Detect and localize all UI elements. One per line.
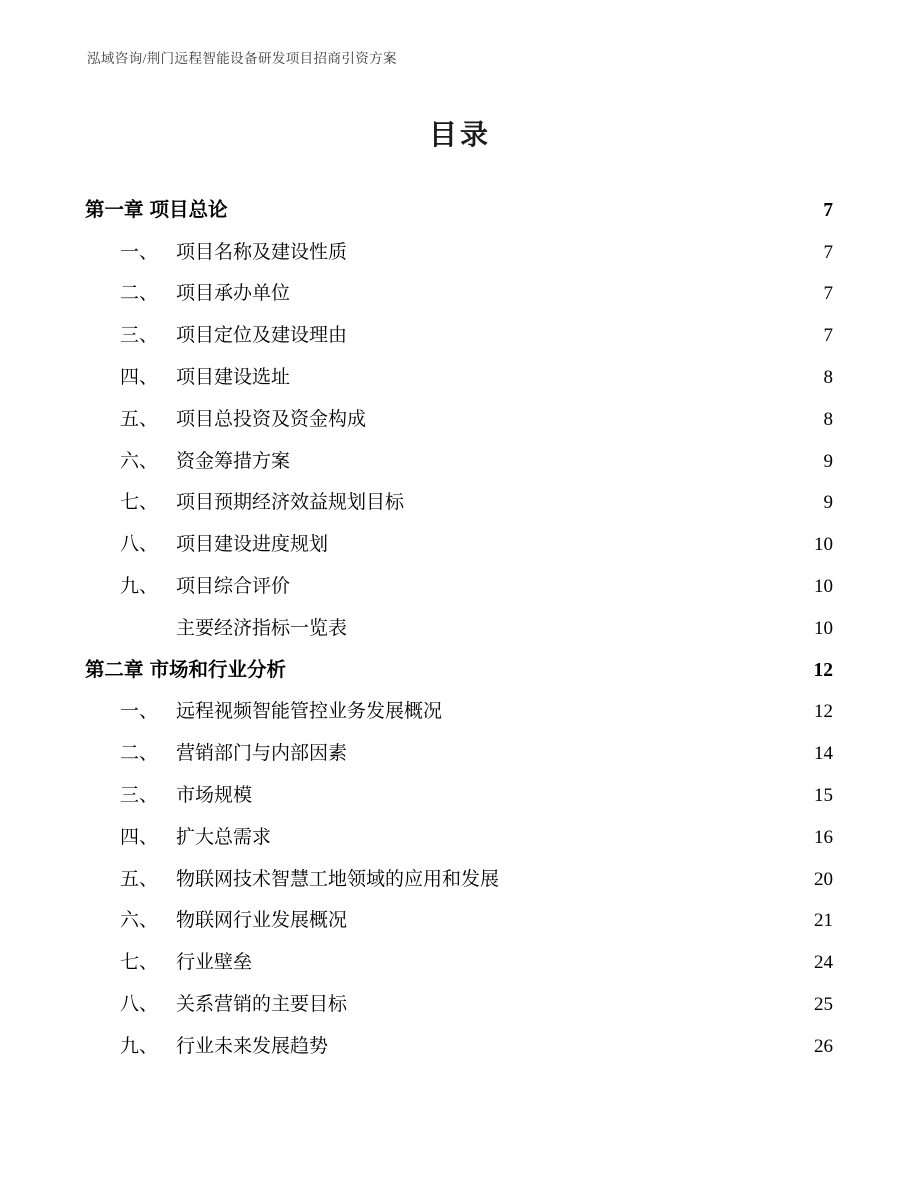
toc-dot-leader xyxy=(329,540,813,554)
toc-entry-title: 远程视频智能管控业务发展概况 xyxy=(176,701,443,723)
toc-entry-title: 主要经济指标一览表 xyxy=(176,617,348,639)
toc-entry[interactable] xyxy=(85,391,833,433)
toc-dot-leader xyxy=(348,749,813,763)
page-title: 目录 xyxy=(428,120,491,151)
toc-page-number: 9 xyxy=(823,492,833,514)
toc-page-number: 26 xyxy=(814,1035,833,1057)
toc-page-number: 10 xyxy=(814,534,833,556)
toc-entry[interactable] xyxy=(85,934,833,976)
toc-entry-label xyxy=(120,281,290,307)
toc-entry-title: 项目综合评价 xyxy=(176,575,291,597)
toc-page-number: 21 xyxy=(814,910,833,932)
toc-entry-number: 二、 xyxy=(120,743,159,765)
toc-entry-title: 物联网技术智慧工地领域的应用和发展 xyxy=(176,868,500,890)
toc-entry[interactable] xyxy=(85,182,833,224)
toc-entry-number: 八、 xyxy=(120,993,159,1015)
toc-page-number: 7 xyxy=(823,241,833,263)
toc-entry-label xyxy=(120,365,290,391)
running-header: 泓域咨询/荆门远程智能设备研发项目招商引资方案 xyxy=(87,51,397,66)
toc-entry[interactable] xyxy=(85,266,833,308)
toc-dot-leader xyxy=(291,373,822,387)
toc-entry-number: 四、 xyxy=(120,366,159,388)
toc-dot-leader xyxy=(287,666,812,680)
toc-entry-label xyxy=(120,574,290,600)
toc-entry-title: 项目名称及建设性质 xyxy=(176,241,348,263)
toc-entry-number: 二、 xyxy=(120,283,159,305)
toc-entry-label xyxy=(120,1034,328,1060)
toc-entry-title: 项目总论 xyxy=(149,199,228,221)
toc-dot-leader xyxy=(500,875,813,889)
toc-entry-number: 七、 xyxy=(120,492,159,514)
toc-entry[interactable] xyxy=(85,1018,833,1060)
toc-entry-title: 项目预期经济效益规划目标 xyxy=(176,492,405,514)
toc-dot-leader xyxy=(329,1042,813,1056)
table-of-contents xyxy=(85,182,833,1060)
toc-entry-label xyxy=(120,699,442,725)
toc-entry-title: 市场规模 xyxy=(176,784,253,806)
toc-entry-number: 六、 xyxy=(120,910,159,932)
toc-entry-number: 九、 xyxy=(120,575,159,597)
toc-entry-label xyxy=(120,908,347,934)
toc-entry-title: 项目总投资及资金构成 xyxy=(176,408,367,430)
toc-entry[interactable] xyxy=(85,767,833,809)
toc-entry[interactable] xyxy=(85,809,833,851)
toc-entry[interactable] xyxy=(85,349,833,391)
toc-dot-leader xyxy=(229,206,823,220)
toc-entry-label xyxy=(120,323,347,349)
toc-page-number: 20 xyxy=(814,868,833,890)
toc-entry-title: 市场和行业分析 xyxy=(149,659,287,681)
toc-dot-leader xyxy=(443,707,813,721)
toc-entry-title: 行业壁垒 xyxy=(176,952,253,974)
toc-entry[interactable] xyxy=(85,642,833,684)
toc-entry-number: 一、 xyxy=(120,701,159,723)
toc-dot-leader xyxy=(348,248,822,262)
toc-page-number: 12 xyxy=(814,701,833,723)
toc-entry-label xyxy=(120,490,404,516)
toc-dot-leader xyxy=(291,289,822,303)
toc-entry-label xyxy=(120,616,347,642)
toc-entry-label xyxy=(120,532,328,558)
toc-dot-leader xyxy=(367,415,822,429)
toc-entry-title: 项目建设进度规划 xyxy=(176,534,329,556)
toc-page-number: 15 xyxy=(814,784,833,806)
toc-page-number: 16 xyxy=(814,826,833,848)
toc-dot-leader xyxy=(348,624,813,638)
toc-entry[interactable] xyxy=(85,433,833,475)
toc-entry[interactable] xyxy=(85,976,833,1018)
toc-entry-number: 一、 xyxy=(120,241,159,263)
toc-dot-leader xyxy=(291,457,822,471)
toc-dot-leader xyxy=(348,331,822,345)
toc-dot-leader xyxy=(348,916,813,930)
toc-entry[interactable] xyxy=(85,684,833,726)
toc-dot-leader xyxy=(291,582,813,596)
toc-entry[interactable] xyxy=(85,600,833,642)
toc-entry-number: 五、 xyxy=(120,408,159,430)
toc-page-number: 25 xyxy=(814,993,833,1015)
toc-entry-label xyxy=(120,407,366,433)
toc-entry-title: 项目建设选址 xyxy=(176,366,291,388)
toc-page-number: 8 xyxy=(823,366,833,388)
toc-entry-title: 项目承办单位 xyxy=(176,283,291,305)
toc-entry-title: 关系营销的主要目标 xyxy=(176,993,348,1015)
toc-entry-label xyxy=(85,658,286,684)
toc-entry-number: 第二章 xyxy=(85,659,144,681)
toc-entry-number: 三、 xyxy=(120,784,159,806)
toc-entry[interactable] xyxy=(85,558,833,600)
toc-entry-number: 六、 xyxy=(120,450,159,472)
toc-entry-title: 资金筹措方案 xyxy=(176,450,291,472)
toc-entry-label xyxy=(120,449,290,475)
toc-page-number: 7 xyxy=(823,199,833,221)
toc-entry-number: 九、 xyxy=(120,1035,159,1057)
toc-entry-label xyxy=(120,783,252,809)
toc-entry-number: 五、 xyxy=(120,868,159,890)
toc-entry[interactable] xyxy=(85,851,833,893)
toc-entry-label xyxy=(120,867,499,893)
toc-entry-number: 七、 xyxy=(120,952,159,974)
toc-page-number: 24 xyxy=(814,952,833,974)
toc-entry[interactable] xyxy=(85,224,833,266)
toc-entry[interactable] xyxy=(85,516,833,558)
toc-entry-number: 三、 xyxy=(120,325,159,347)
toc-entry-label xyxy=(120,240,347,266)
toc-entry-title: 行业未来发展趋势 xyxy=(176,1035,329,1057)
toc-entry-number: 第一章 xyxy=(85,199,144,221)
toc-entry[interactable] xyxy=(85,475,833,517)
toc-entry[interactable] xyxy=(85,725,833,767)
toc-entry-label xyxy=(120,992,347,1018)
toc-page-number: 7 xyxy=(823,325,833,347)
toc-entry-label xyxy=(85,198,228,224)
toc-entry-title: 项目定位及建设理由 xyxy=(176,325,348,347)
toc-dot-leader xyxy=(348,1000,813,1014)
toc-dot-leader xyxy=(272,833,813,847)
toc-dot-leader xyxy=(253,958,813,972)
toc-entry[interactable] xyxy=(85,307,833,349)
toc-dot-leader xyxy=(253,791,813,805)
toc-entry-label xyxy=(120,741,347,767)
toc-dot-leader xyxy=(405,498,822,512)
toc-entry-number: 四、 xyxy=(120,826,159,848)
toc-entry-label xyxy=(120,825,271,851)
toc-entry-title: 物联网行业发展概况 xyxy=(176,910,348,932)
toc-entry-label xyxy=(120,950,252,976)
toc-page-number: 10 xyxy=(814,617,833,639)
toc-page-number: 10 xyxy=(814,575,833,597)
toc-page-number: 14 xyxy=(814,743,833,765)
toc-page-number: 8 xyxy=(823,408,833,430)
toc-entry[interactable] xyxy=(85,893,833,935)
toc-entry-title: 扩大总需求 xyxy=(176,826,272,848)
toc-entry-number: 八、 xyxy=(120,534,159,556)
toc-page-number: 9 xyxy=(823,450,833,472)
toc-page-number: 7 xyxy=(823,283,833,305)
toc-page-number: 12 xyxy=(813,659,833,681)
toc-entry-title: 营销部门与内部因素 xyxy=(176,743,348,765)
